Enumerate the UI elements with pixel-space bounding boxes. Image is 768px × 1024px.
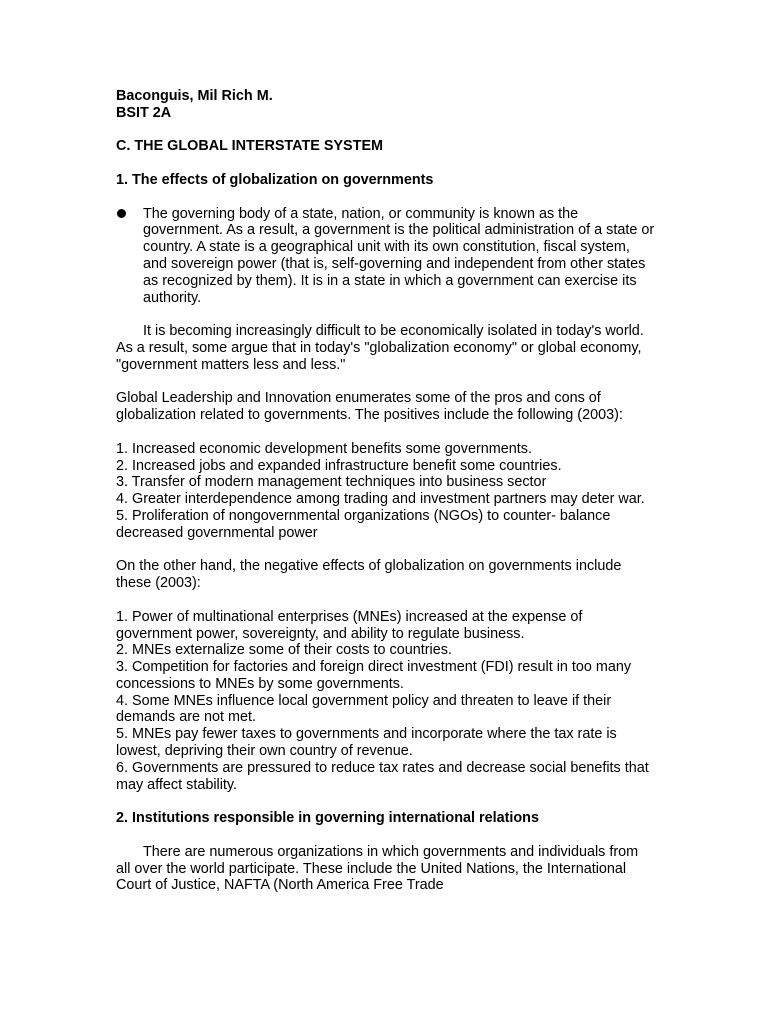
positive-item: 2. Increased jobs and expanded infrastructure benefit some countries. xyxy=(116,457,562,474)
document-body xyxy=(116,88,656,894)
positive-item: 4. Greater interdependence among trading and investment partners may deter war. xyxy=(116,491,645,508)
negative-item: 1. Power of multinational enterprises (MNEs) increased at the expense of government power, sovereignty, and ability to regulate business. xyxy=(116,608,583,642)
paragraph-cons-intro: On the other hand, the negative effects of globalization on governments include these (2003): xyxy=(116,558,622,592)
author-class: BSIT 2A xyxy=(116,104,172,121)
positive-item: 1. Increased economic development benefits some governments. xyxy=(116,440,532,457)
bullet-paragraph: The governing body of a state, nation, or community is known as the government. As a result, a government is the political administration of a state or country. A state is a geographical unit with its own constitution, fiscal system, and sovereign power (that is, self-governing and independent from other states as recognized by them). It is in a state in which a government can exercise its authority. xyxy=(143,205,655,306)
negative-item: 5. MNEs pay fewer taxes to governments and incorporate where the tax rate is lowest, depriving their own country of revenue. xyxy=(116,726,617,760)
positives-list xyxy=(116,441,656,542)
bullet-item xyxy=(116,206,656,307)
subheading-effects: 1. The effects of globalization on governments xyxy=(116,171,434,188)
positive-item: 5. Proliferation of nongovernmental organizations (NGOs) to counter- balance decreased governmental power xyxy=(116,507,611,541)
bullet-dot-icon xyxy=(117,209,126,218)
paragraph-pros-intro: Global Leadership and Innovation enumerates some of the pros and cons of globalization related to governments. The positives include the following (2003): xyxy=(116,390,623,424)
negative-item: 6. Governments are pressured to reduce tax rates and decrease social benefits that may affect stability. xyxy=(116,759,649,793)
subheading-institutions: 2. Institutions responsible in governing international relations xyxy=(116,810,539,827)
paragraph-institutions: There are numerous organizations in which governments and individuals from all over the world participate. These include the United Nations, the International Court of Justice, NAFTA (North America Free Trade xyxy=(116,843,639,894)
negative-item: 3. Competition for factories and foreign direct investment (FDI) result in too many concessions to MNEs by some governments. xyxy=(116,659,632,692)
author-name: Baconguis, Mil Rich M. xyxy=(116,88,273,104)
negatives-list xyxy=(116,609,656,794)
negative-item: 4. Some MNEs influence local government policy and threaten to leave if their demands are not met. xyxy=(116,692,612,726)
negative-item: 2. MNEs externalize some of their costs to countries. xyxy=(116,642,452,659)
section-heading: C. THE GLOBAL INTERSTATE SYSTEM xyxy=(116,138,384,155)
positive-item: 3. Transfer of modern management techniques into business sector xyxy=(116,474,547,491)
paragraph-isolation: It is becoming increasingly difficult to be economically isolated in today's world. As a result, some argue that in today's "globalization economy" or global economy, "government matters less and less." xyxy=(116,323,644,373)
